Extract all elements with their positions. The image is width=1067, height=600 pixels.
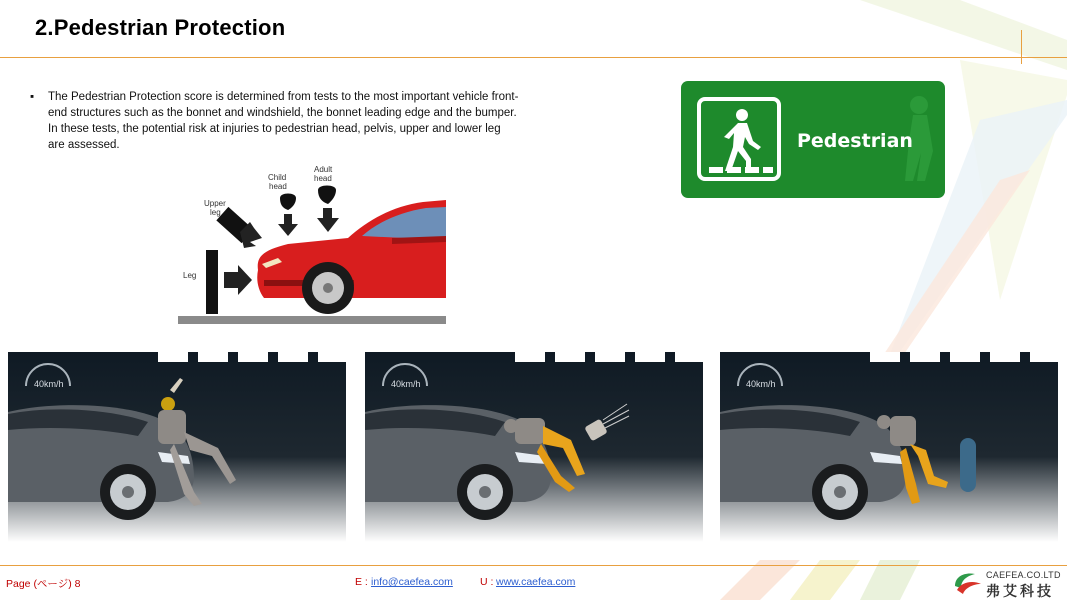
leg-arrow (224, 265, 252, 295)
crash-panel-3 (720, 352, 1058, 542)
speed-label: 40km/h (34, 379, 64, 389)
child-head-arrow (278, 214, 298, 236)
email-link[interactable]: info@caefea.com (371, 576, 453, 588)
child-head-label-2: head (269, 182, 287, 191)
sign-text: Pedestrian (797, 130, 913, 152)
crash-panel-2 (365, 352, 703, 542)
speed-label: 40km/h (746, 379, 776, 389)
url-label: U : (480, 576, 494, 588)
page-number: Page (ページ) 8 (6, 578, 81, 590)
bullet-paragraph (30, 89, 520, 153)
pedestrian-sign (681, 81, 945, 198)
adult-head-impactor (318, 186, 336, 205)
email-label: E : (355, 576, 368, 588)
upper-leg-label-1: Upper (204, 199, 226, 208)
website-link[interactable]: www.caefea.com (496, 576, 576, 588)
adult-head-label-2: head (314, 174, 332, 183)
company-name-en: CAEFEA.CO.LTD (986, 570, 1061, 580)
adult-head-label-1: Adult (314, 165, 333, 174)
footer-divider (0, 565, 1067, 566)
crash-panel-1 (8, 352, 346, 542)
speed-label: 40km/h (391, 379, 421, 389)
leg-label: Leg (183, 271, 197, 280)
slide-title: 2.Pedestrian Protection (35, 15, 286, 40)
child-head-label-1: Child (268, 173, 287, 182)
title-tick (1021, 30, 1022, 64)
title-divider (0, 57, 1067, 58)
bullet-icon: ▪ (30, 91, 35, 103)
child-head-impactor (280, 194, 296, 211)
upper-leg-label-2: leg (210, 208, 221, 217)
ground-strip (178, 316, 446, 324)
bullet-text: The Pedestrian Protection score is determined from tests to the most important vehicle front-end structures such as the bonnet and windshield, the bonnet leading edge and the bumper. In these tests, the potential risk at injuries to pedestrian head, pelvis, upper and lower leg are assessed. (48, 91, 519, 151)
leg-impactor (206, 250, 218, 314)
company-name-cn: 弗艾科技 (986, 583, 1054, 599)
pedestrian-crossing-icon (681, 81, 945, 198)
adult-head-arrow (317, 208, 339, 232)
impactor-diagram (178, 158, 448, 326)
